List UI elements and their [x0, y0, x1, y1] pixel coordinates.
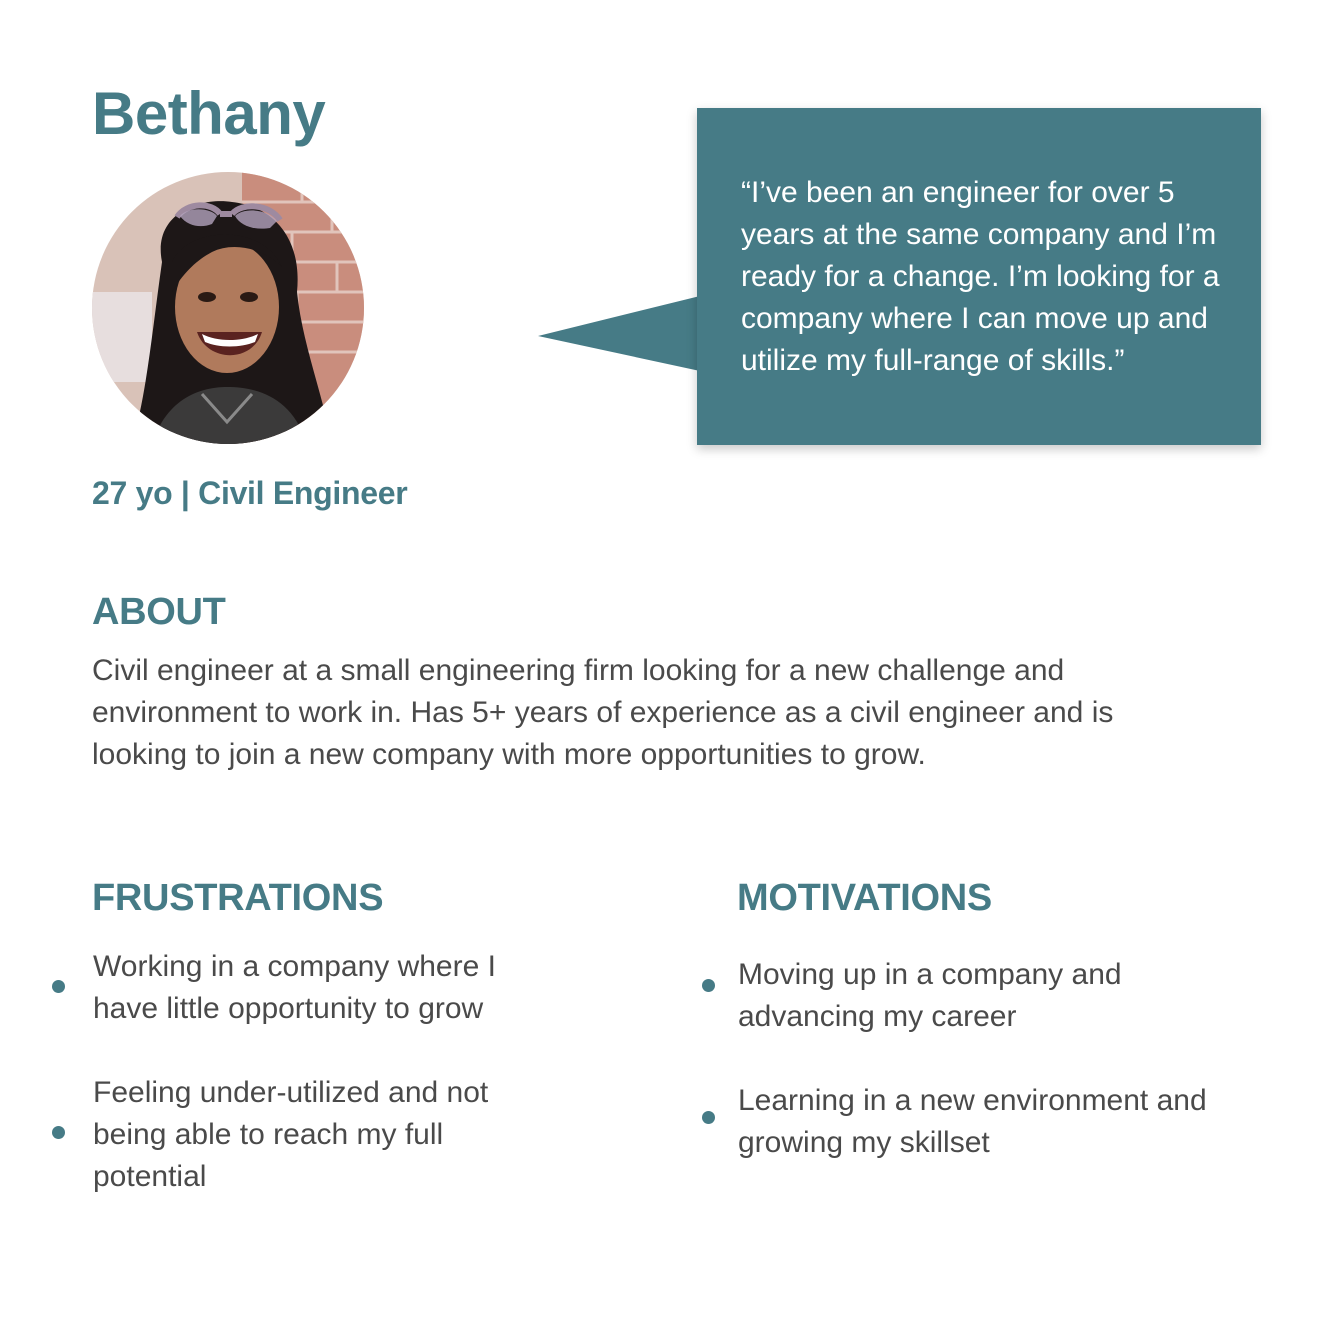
quote-text: “I’ve been an engineer for over 5 years at the same company and I’m ready for a change. I’m looking for a company where I can move up and utilize my full-range of skills.” [741, 176, 1220, 377]
avatar [92, 172, 364, 444]
persona-meta: 27 yo | Civil Engineer [92, 475, 408, 511]
avatar-photo [92, 172, 364, 444]
frustration-text: Working in a company where I have little opportunity to grow [93, 950, 496, 1025]
frustration-text: Feeling under-utilized and not being able to reach my full potential [93, 1076, 489, 1193]
about-heading: ABOUT [92, 591, 226, 633]
bullet-dot-icon [52, 980, 65, 993]
quote-box [697, 108, 1261, 445]
motivation-text: Learning in a new environment and growing my skillset [738, 1084, 1207, 1159]
about-text: Civil engineer at a small engineering firm looking for a new challenge and environment to work in. Has 5+ years of experience as a civil engineer and is looking to join a new company with more opportunities to grow. [92, 654, 1114, 771]
bullet-dot-icon [52, 1126, 65, 1139]
speech-bubble-tail [538, 296, 700, 371]
bullet-dot-icon [702, 979, 715, 992]
motivation-text: Moving up in a company and advancing my career [738, 958, 1122, 1033]
frustrations-heading: FRUSTRATIONS [92, 877, 384, 919]
motivations-heading: MOTIVATIONS [737, 877, 992, 919]
bullet-dot-icon [702, 1111, 715, 1124]
persona-name: Bethany [92, 80, 326, 147]
